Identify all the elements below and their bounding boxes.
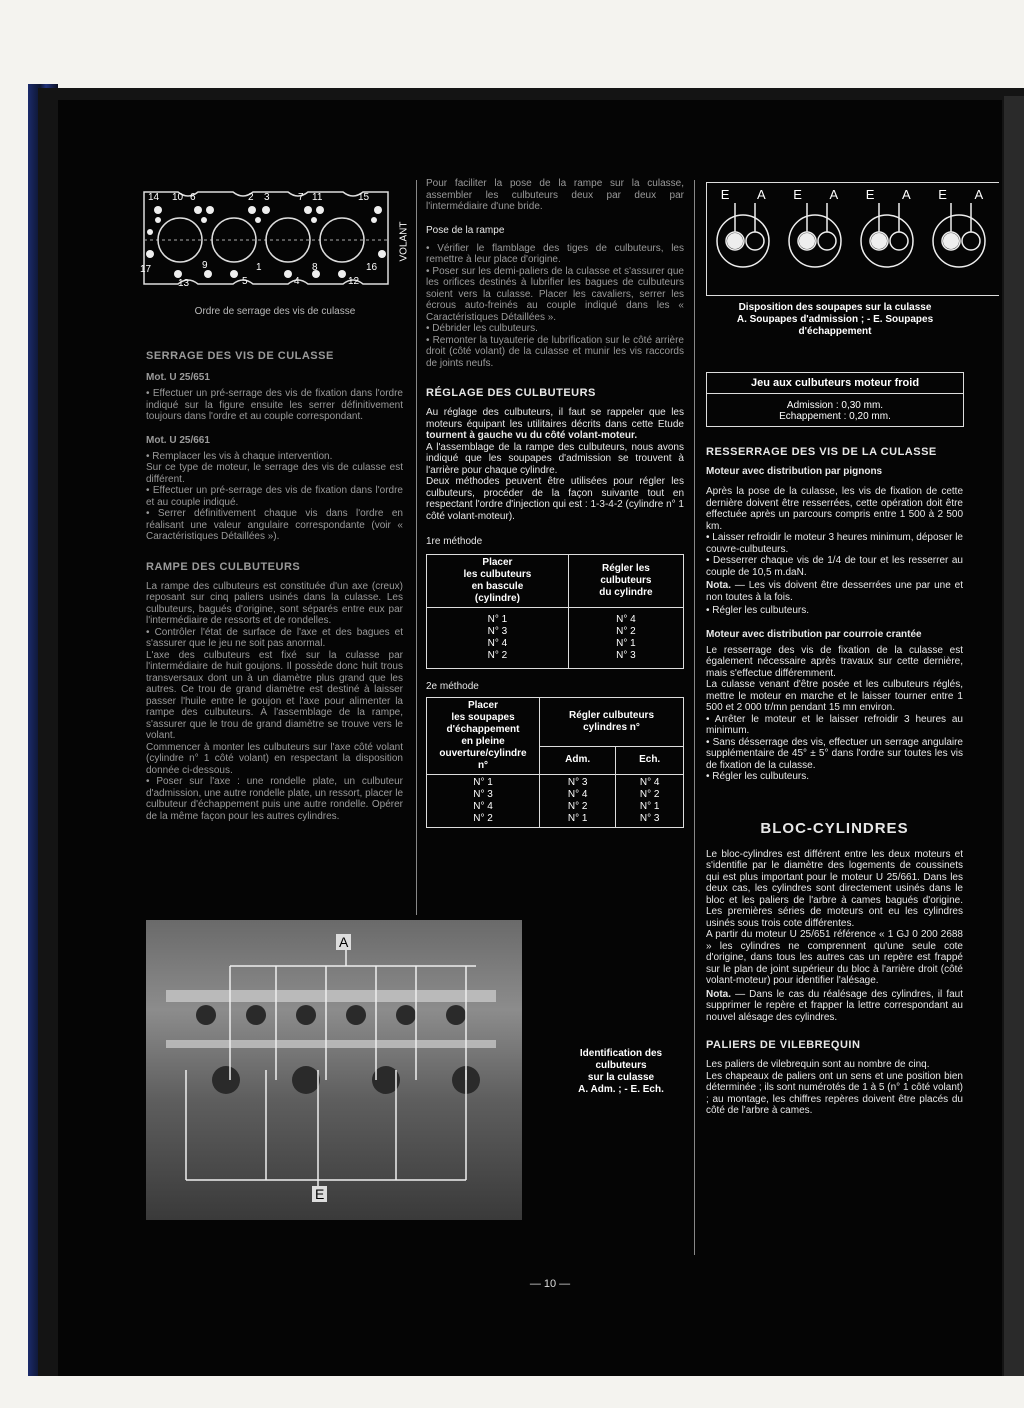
serrage-title: SERRAGE DES VIS DE CULASSE <box>146 350 334 362</box>
diagram-label: 5 <box>242 276 248 287</box>
reglage-title: RÉGLAGE DES CULBUTEURS <box>426 387 596 399</box>
photo-label-a: A <box>336 934 351 950</box>
bloc-nota <box>706 989 963 1024</box>
valve-cylinders <box>707 203 999 283</box>
diagram-label: 1 <box>256 262 262 273</box>
column-middle <box>426 178 684 828</box>
valve-letter: E <box>938 187 947 202</box>
volant-label: VOLANT <box>398 221 410 262</box>
diagram-label: 12 <box>348 276 360 287</box>
diagram-label: 11 <box>312 192 323 203</box>
m2-col-1: N° 1 N° 3 N° 4 N° 2 <box>427 775 540 828</box>
diagram-label: 2 <box>248 192 254 203</box>
reglage-text <box>426 407 684 442</box>
photo-label-e: E <box>312 1186 327 1202</box>
diagram-label: 10 <box>172 192 184 203</box>
m2-header-2: Régler culbuteurs cylindres n° <box>540 698 684 747</box>
resserrage-sub-1: Moteur avec distribution par pignons <box>706 466 883 477</box>
methode-2-table <box>426 697 684 828</box>
valves-caption: Disposition des soupapes sur la culasse A. Soupapes d'admission ; - E. Soupapes d'échappement <box>736 302 934 337</box>
diagram-label: 13 <box>178 278 190 289</box>
m2-header-ech: Ech. <box>616 746 684 774</box>
m1-header-1: Placer les culbuteurs en bascule (cylindre) <box>427 555 569 608</box>
jeu-title: Jeu aux culbuteurs moteur froid <box>707 373 963 394</box>
m2-col-2: N° 3 N° 4 N° 2 N° 1 <box>540 775 616 828</box>
diagram-caption: Ordre de serrage des vis de culasse <box>194 306 356 317</box>
bloc-title: BLOC-CYLINDRES <box>760 819 909 837</box>
resserrage-title: RESSERRAGE DES VIS DE LA CULASSE <box>706 446 937 458</box>
valve-letter: A <box>902 187 911 202</box>
mot-651-heading: Mot. U 25/651 <box>146 372 210 383</box>
resserrage-text-2: Le resserrage des vis de fixation de la culasse est également nécessaire après travaux sur cette dernière, mais s'effectue différemment. La culasse venant d'être posée et les culbuteurs réglés, mettre le moteur en marche et le laisser tourner entre 1 500 et 2 000 tr/mn pendant 15 mn environ. • Arrêter le moteur et le laisser refroidir 3 heures au minimum. • Sans désserrage des vis, effectuer un serrage angulaire supplémentaire de 45° ± 5° dans l'ordre sur toutes les vis de fixation de la culasse. • Régler les culbuteurs. <box>706 644 963 782</box>
resserrage-nota-text: — Les vis doivent être desserrées une par une et non toutes à la fois. <box>706 580 963 603</box>
photo-illustration <box>146 920 522 1220</box>
reglage-text-a: Au réglage des culbuteurs, il faut se rappeler que les moteurs équipant les utilitaires décrits dans cette Etude <box>426 407 684 430</box>
valve-letters-row <box>707 187 997 202</box>
diagram-label: 3 <box>264 192 270 203</box>
rampe-intro: Pour faciliter la pose de la rampe sur la culasse, assembler les culbuteurs deux par deux par l'intermédiaire d'une bride. <box>426 178 684 212</box>
page-right-edge <box>1004 96 1024 1376</box>
methode-1-table <box>426 554 684 669</box>
column-divider <box>416 180 417 915</box>
diagram-label: 7 <box>298 192 304 203</box>
resserrage-nota-label: Nota. <box>706 580 731 591</box>
column-divider <box>694 180 695 1255</box>
paliers-text: Les paliers de vilebrequin sont au nombre de cinq. Les chapeaux de paliers ont un sens et une position bien déterminée ; ils sont numérotés de 1 à 5 (n° 1 côté volant) ; au montage, les chiffres repères doivent être placés du côté de l'arbre à cames. <box>706 1059 963 1116</box>
mot-661-heading: Mot. U 25/661 <box>146 434 210 446</box>
mot-661-text: • Remplacer les vis à chaque intervention. Sur ce type de moteur, le serrage des vis de culasse est différent. • Effectuer un pré-serrage des vis de fixation dans l'ordre et au couple indiqué. • Serrer définitivement chaque vis dans l'ordre en réalisant une valeur angulaire correspondante (voir « Caractéristiques Détaillées »). <box>146 450 403 542</box>
bloc-text: Le bloc-cylindres est différent entre les deux moteurs et s'identifie par le diamètre des logements de coussinets qui est plus important pour le moteur U 25/661. Dans les deux cas, les cylindres sont directement usinés dans le bloc et les paliers de l'arbre à cames bagués d'origine. Les premières séries de moteurs ont eu les cylindres usinés sous trois cote différentes. A partir du moteur U 25/651 référence « 1 GJ 0 200 2688 » les cylindres ne comprennent qu'une seule cote d'origine, dans tous les autres cas un repère est frappé sur le plan de joint supérieur du bloc à l'arrière droit (côté volant-moteur) pour identifier l'alésage. <box>706 848 963 986</box>
reglage-text-b: A l'assemblage de la rampe des culbuteurs, nous avons indiqué que les soupapes d'admission se trouvent à l'arrière pour chaque cylindre. Deux méthodes peuvent être utilisées pour régler les culbuteurs, procéder de la façon suivante tout en respectant l'ordre d'injection qui est : 1-3-4-2 (cylindre n° 1 côté volant-moteur). <box>426 441 684 522</box>
valve-letter: A <box>974 187 984 202</box>
diagram-label: 8 <box>312 262 318 273</box>
diagram-label: 14 <box>148 192 160 203</box>
column-right <box>706 446 963 1117</box>
methode-1-title: 1re méthode <box>426 536 483 547</box>
rampe-text: La rampe des culbuteurs est constituée d'un axe (creux) reposant sur cinq paliers usinés dans la culasse. Les culbuteurs, bagués d'origine, sont séparés entre eux par l'intermédiaire de ressorts et de rondelles. • Contrôler l'état de surface de l'axe et des bagues et s'assurer que le jeu ne soit pas anormal. L'axe des culbuteurs est fixé sur la culasse par l'intermédiaire de huit goujons. Il possède donc huit trous transversaux dont un à un diamètre plus grand que les autres. Ce trou de grand diamètre est destiné à laisser passer l'huile entre le goujon et l'axe pour alimenter la rampe des culbuteurs. À l'assemblage de la rampe, s'assurer que le trou de grand diamètre se trouve vers le volant. Commencer à monter les culbuteurs sur l'axe côté volant (cylindre n° 1 côté volant) en respectant la disposition donnée ci-dessous. • Poser sur l'axe : une rondelle plate, un culbuteur d'admission, une autre rondelle plate, un ressort, placer le culbuteur d'échappement puis une autre rondelle. Opérer de la même façon pour les autres cylindres. <box>146 580 403 822</box>
valve-letter: E <box>793 187 802 202</box>
bloc-nota-text: — Dans le cas du réalésage des cylindres, il faut supprimer le repère et frapper la lettre correspondant au nouvel alésage des cylindres. <box>706 988 963 1023</box>
diagram-label: 16 <box>366 262 378 273</box>
paliers-title: PALIERS DE VILEBREQUIN <box>706 1039 861 1051</box>
resserrage-text-1: Après la pose de la culasse, les vis de fixation de cette dernière doivent être resserrées, cette opération doit être effectuée après un parcours compris entre 1 500 à 2 500 km. • Laisser refroidir le moteur 3 heures minimum, déposer le couvre-culbuteurs. • Desserrer chaque vis de 1/4 de tour et les resserrer au couple de 10,5 m.daN. <box>706 486 963 578</box>
rocker-photo <box>146 920 522 1220</box>
page-number: — 10 — <box>529 1278 571 1290</box>
mot-651-text: • Effectuer un pré-serrage des vis de fixation dans l'ordre indiqué sur la figure ensuite les serrer définitivement toujours dans l'ordre et au couple correspondant. <box>146 388 403 422</box>
valve-letter: A <box>829 187 839 202</box>
m1-header-2: Régler les culbuteurs du cylindre <box>568 555 683 608</box>
methode-2-title: 2e méthode <box>426 681 479 692</box>
pose-title: Pose de la rampe <box>426 224 505 236</box>
m1-col-2: N° 4 N° 2 N° 1 N° 3 <box>568 608 683 669</box>
reglage-bold: tournent à gauche vu du côté volant-moteur. <box>426 430 638 441</box>
jeu-line-1: Admission : 0,30 mm. <box>786 400 884 411</box>
column-left <box>146 350 403 822</box>
valve-letter: E <box>865 187 875 202</box>
m2-col-3: N° 4 N° 2 N° 1 N° 3 <box>616 775 684 828</box>
valve-letter: A <box>757 187 766 202</box>
valve-letter: E <box>720 187 730 202</box>
diagram-label: 17 <box>140 264 152 275</box>
resserrage-text-1b: • Régler les culbuteurs. <box>706 605 809 616</box>
resserrage-nota <box>706 580 963 603</box>
jeu-box <box>706 372 964 427</box>
m2-header-adm: Adm. <box>540 746 616 774</box>
diagram-label: 9 <box>202 260 208 271</box>
valves-diagram <box>706 182 999 296</box>
m2-header-1: Placer les soupapes d'échappement en pleine ouverture/cylindre n° <box>427 698 540 775</box>
rampe-title: RAMPE DES CULBUTEURS <box>146 560 301 573</box>
cylinder-head-diagram <box>138 184 410 292</box>
pose-text: • Vérifier le flamblage des tiges de culbuteurs, les remettre à leur place d'origine. • Poser sur les demi-paliers de la culasse et s'assurer que les orifices destinés à lubrifier les bagues de culbuteurs soient vers la culasse. Placer les cavaliers, serrer les écrous auto-freinés au couple indiqué dans les « Caractéristiques Détaillées ». • Débrider les culbuteurs. • Remonter la tuyauterie de lubrification sur le côté arrière droit (côté volant) de la culasse et munir les vis raccords de joints neufs. <box>426 242 684 369</box>
bloc-nota-label: Nota. <box>706 988 731 1000</box>
photo-caption: Identification des culbuteurs sur la culasse A. Adm. ; - E. Ech. <box>578 1048 664 1095</box>
diagram-label: 15 <box>358 192 370 203</box>
jeu-line-2: Echappement : 0,20 mm. <box>779 411 891 422</box>
diagram-label: 4 <box>294 276 300 287</box>
resserrage-sub-2: Moteur avec distribution par courroie crantée <box>706 628 922 640</box>
diagram-label: 6 <box>190 192 196 203</box>
m1-col-1: N° 1 N° 3 N° 4 N° 2 <box>427 608 569 669</box>
